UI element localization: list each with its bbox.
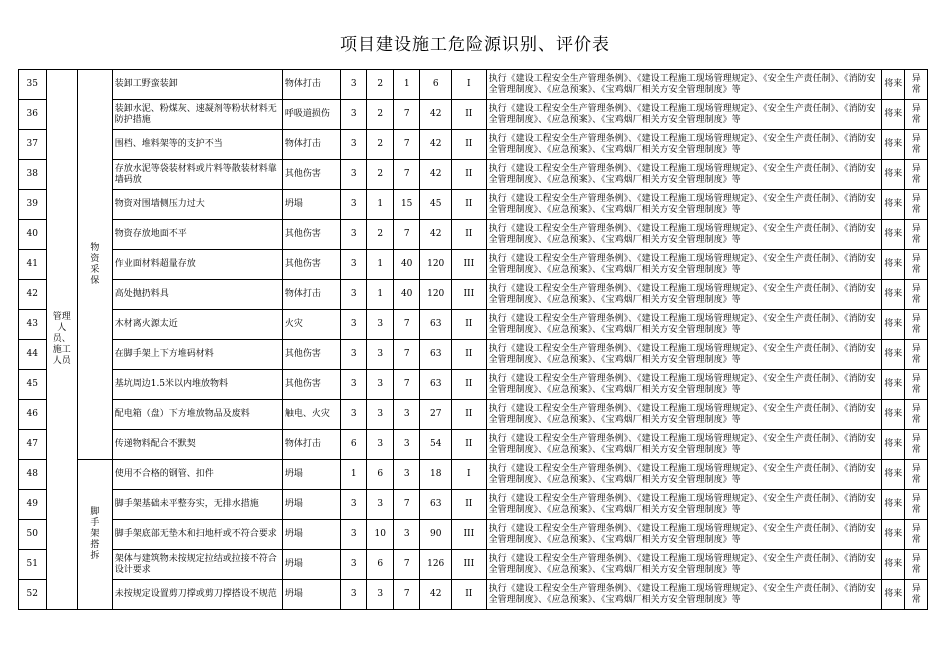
value-d-cell: 42 <box>420 130 452 160</box>
activity-cell: 装卸工野蛮装卸 <box>112 70 282 100</box>
group-1-cell <box>78 460 113 610</box>
value-d-cell: 42 <box>420 220 452 250</box>
page-title: 项目建设施工危险源识别、评价表 <box>340 35 610 55</box>
control-measure-cell: 执行《建设工程安全生产管理条例》、《建设工程施工现场管理规定》、《安全生产责任制》、《消防安全管理制度》、《应急预案》、《宝鸡烟厂相关方安全管理制度》等 <box>486 70 881 100</box>
accident-cell: 其他伤害 <box>282 160 340 190</box>
group-0-cell <box>78 70 113 460</box>
state-cell: 异常 <box>905 70 928 100</box>
row-number: 39 <box>19 190 47 220</box>
row-number: 46 <box>19 400 47 430</box>
value-e-cell: 3 <box>367 580 393 610</box>
value-c-cell: 40 <box>393 280 419 310</box>
value-c-cell: 7 <box>393 550 419 580</box>
group-char: 物 <box>90 242 100 253</box>
state-cell: 异常 <box>905 370 928 400</box>
control-measure-cell: 执行《建设工程安全生产管理条例》、《建设工程施工现场管理规定》、《安全生产责任制》、《消防安全管理制度》、《应急预案》、《宝鸡烟厂相关方安全管理制度》等 <box>486 280 881 310</box>
activity-cell: 高处抛扔料具 <box>112 280 282 310</box>
risk-level-cell: II <box>452 400 487 430</box>
value-e-cell: 3 <box>367 430 393 460</box>
value-c-cell: 15 <box>393 190 419 220</box>
value-l-cell: 3 <box>340 220 366 250</box>
group-char: 脚 <box>90 507 100 517</box>
row-number: 50 <box>19 520 47 550</box>
control-measure-cell: 执行《建设工程安全生产管理条例》、《建设工程施工现场管理规定》、《安全生产责任制》、《消防安全管理制度》、《应急预案》、《宝鸡烟厂相关方安全管理制度》等 <box>486 520 881 550</box>
tense-cell: 将来 <box>882 370 905 400</box>
tense-cell: 将来 <box>882 490 905 520</box>
value-d-cell: 63 <box>420 310 452 340</box>
table-row <box>19 520 928 550</box>
accident-cell: 物体打击 <box>282 70 340 100</box>
tense-cell: 将来 <box>882 550 905 580</box>
control-measure-cell: 执行《建设工程安全生产管理条例》、《建设工程施工现场管理规定》、《安全生产责任制》、《消防安全管理制度》、《应急预案》、《宝鸡烟厂相关方安全管理制度》等 <box>486 250 881 280</box>
table-row <box>19 460 928 490</box>
accident-cell: 物体打击 <box>282 280 340 310</box>
value-c-cell: 7 <box>393 490 419 520</box>
activity-cell: 作业面材料超量存放 <box>112 250 282 280</box>
value-l-cell: 3 <box>340 520 366 550</box>
group-char: 采 <box>90 264 100 275</box>
value-c-cell: 7 <box>393 370 419 400</box>
risk-level-cell: I <box>452 460 487 490</box>
row-number: 43 <box>19 310 47 340</box>
state-cell: 异常 <box>905 400 928 430</box>
table-row <box>19 310 928 340</box>
state-cell: 异常 <box>905 310 928 340</box>
value-d-cell: 90 <box>420 520 452 550</box>
accident-cell: 坍塌 <box>282 520 340 550</box>
activity-cell: 使用不合格的钢管、扣件 <box>112 460 282 490</box>
control-measure-cell: 执行《建设工程安全生产管理条例》、《建设工程施工现场管理规定》、《安全生产责任制》、《消防安全管理制度》、《应急预案》、《宝鸡烟厂相关方安全管理制度》等 <box>486 310 881 340</box>
accident-cell: 呼吸道损伤 <box>282 100 340 130</box>
value-e-cell: 3 <box>367 310 393 340</box>
value-l-cell: 3 <box>340 550 366 580</box>
group-char: 架 <box>90 529 100 539</box>
table-row <box>19 280 928 310</box>
group-char: 保 <box>90 275 100 286</box>
state-cell: 异常 <box>905 190 928 220</box>
activity-cell: 架体与建筑物未按规定拉结或拉接不符合设计要求 <box>112 550 282 580</box>
tense-cell: 将来 <box>882 520 905 550</box>
value-c-cell: 7 <box>393 340 419 370</box>
value-e-cell: 2 <box>367 220 393 250</box>
tense-cell: 将来 <box>882 340 905 370</box>
control-measure-cell: 执行《建设工程安全生产管理条例》、《建设工程施工现场管理规定》、《安全生产责任制》、《消防安全管理制度》、《应急预案》、《宝鸡烟厂相关方安全管理制度》等 <box>486 220 881 250</box>
risk-level-cell: II <box>452 490 487 520</box>
value-d-cell: 6 <box>420 70 452 100</box>
tense-cell: 将来 <box>882 220 905 250</box>
value-d-cell: 120 <box>420 280 452 310</box>
table-row <box>19 550 928 580</box>
control-measure-cell: 执行《建设工程安全生产管理条例》、《建设工程施工现场管理规定》、《安全生产责任制》、《消防安全管理制度》、《应急预案》、《宝鸡烟厂相关方安全管理制度》等 <box>486 130 881 160</box>
accident-cell: 火灾 <box>282 310 340 340</box>
risk-level-cell: III <box>452 280 487 310</box>
table-row <box>19 370 928 400</box>
value-c-cell: 1 <box>393 70 419 100</box>
table-row <box>19 400 928 430</box>
row-number: 40 <box>19 220 47 250</box>
value-d-cell: 54 <box>420 430 452 460</box>
value-l-cell: 1 <box>340 460 366 490</box>
table-row <box>19 340 928 370</box>
table-row <box>19 580 928 610</box>
row-number: 49 <box>19 490 47 520</box>
tense-cell: 将来 <box>882 250 905 280</box>
tense-cell: 将来 <box>882 160 905 190</box>
row-number: 42 <box>19 280 47 310</box>
state-cell: 异常 <box>905 220 928 250</box>
control-measure-cell: 执行《建设工程安全生产管理条例》、《建设工程施工现场管理规定》、《安全生产责任制》、《消防安全管理制度》、《应急预案》、《宝鸡烟厂相关方安全管理制度》等 <box>486 490 881 520</box>
risk-level-cell: III <box>452 520 487 550</box>
tense-cell: 将来 <box>882 190 905 220</box>
value-e-cell: 2 <box>367 130 393 160</box>
row-number: 36 <box>19 100 47 130</box>
activity-cell: 未按规定设置剪刀撑或剪刀撑搭设不规范 <box>112 580 282 610</box>
state-cell: 异常 <box>905 580 928 610</box>
value-l-cell: 3 <box>340 250 366 280</box>
state-cell: 异常 <box>905 130 928 160</box>
risk-level-cell: II <box>452 160 487 190</box>
activity-cell: 存放水泥等袋装材料或片料等散装材料靠墙码放 <box>112 160 282 190</box>
value-e-cell: 1 <box>367 280 393 310</box>
person-group-cell: 管理人员、施工人员 <box>46 70 78 610</box>
table-row <box>19 220 928 250</box>
table-row <box>19 490 928 520</box>
value-c-cell: 3 <box>393 400 419 430</box>
value-l-cell: 3 <box>340 340 366 370</box>
row-number: 35 <box>19 70 47 100</box>
risk-level-cell: II <box>452 580 487 610</box>
group-char: 拆 <box>90 551 100 561</box>
accident-cell: 其他伤害 <box>282 340 340 370</box>
value-c-cell: 40 <box>393 250 419 280</box>
control-measure-cell: 执行《建设工程安全生产管理条例》、《建设工程施工现场管理规定》、《安全生产责任制》、《消防安全管理制度》、《应急预案》、《宝鸡烟厂相关方安全管理制度》等 <box>486 550 881 580</box>
value-d-cell: 18 <box>420 460 452 490</box>
value-e-cell: 1 <box>367 250 393 280</box>
state-cell: 异常 <box>905 460 928 490</box>
accident-cell: 坍塌 <box>282 460 340 490</box>
state-cell: 异常 <box>905 430 928 460</box>
state-cell: 异常 <box>905 100 928 130</box>
value-c-cell: 7 <box>393 130 419 160</box>
accident-cell: 物体打击 <box>282 130 340 160</box>
activity-cell: 围档、堆料架等的支护不当 <box>112 130 282 160</box>
value-e-cell: 10 <box>367 520 393 550</box>
control-measure-cell: 执行《建设工程安全生产管理条例》、《建设工程施工现场管理规定》、《安全生产责任制》、《消防安全管理制度》、《应急预案》、《宝鸡烟厂相关方安全管理制度》等 <box>486 160 881 190</box>
accident-cell: 坍塌 <box>282 580 340 610</box>
accident-cell: 触电、火灾 <box>282 400 340 430</box>
control-measure-cell: 执行《建设工程安全生产管理条例》、《建设工程施工现场管理规定》、《安全生产责任制》、《消防安全管理制度》、《应急预案》、《宝鸡烟厂相关方安全管理制度》等 <box>486 580 881 610</box>
value-d-cell: 42 <box>420 580 452 610</box>
value-d-cell: 120 <box>420 250 452 280</box>
activity-cell: 基坑周边1.5米以内堆放物料 <box>112 370 282 400</box>
tense-cell: 将来 <box>882 70 905 100</box>
state-cell: 异常 <box>905 250 928 280</box>
activity-cell: 装卸水泥、粉煤灰、速凝剂等粉状材料无防护措施 <box>112 100 282 130</box>
accident-cell: 坍塌 <box>282 550 340 580</box>
row-number: 51 <box>19 550 47 580</box>
value-e-cell: 1 <box>367 190 393 220</box>
value-l-cell: 3 <box>340 370 366 400</box>
value-c-cell: 7 <box>393 160 419 190</box>
risk-level-cell: II <box>452 310 487 340</box>
risk-level-cell: II <box>452 220 487 250</box>
tense-cell: 将来 <box>882 130 905 160</box>
row-number: 37 <box>19 130 47 160</box>
value-l-cell: 6 <box>340 430 366 460</box>
risk-level-cell: III <box>452 250 487 280</box>
value-e-cell: 3 <box>367 370 393 400</box>
control-measure-cell: 执行《建设工程安全生产管理条例》、《建设工程施工现场管理规定》、《安全生产责任制》、《消防安全管理制度》、《应急预案》、《宝鸡烟厂相关方安全管理制度》等 <box>486 340 881 370</box>
control-measure-cell: 执行《建设工程安全生产管理条例》、《建设工程施工现场管理规定》、《安全生产责任制》、《消防安全管理制度》、《应急预案》、《宝鸡烟厂相关方安全管理制度》等 <box>486 460 881 490</box>
value-e-cell: 6 <box>367 460 393 490</box>
row-number: 45 <box>19 370 47 400</box>
risk-level-cell: II <box>452 130 487 160</box>
state-cell: 异常 <box>905 520 928 550</box>
tense-cell: 将来 <box>882 280 905 310</box>
value-d-cell: 63 <box>420 490 452 520</box>
activity-cell: 物资存放地面不平 <box>112 220 282 250</box>
risk-level-cell: III <box>452 550 487 580</box>
row-number: 38 <box>19 160 47 190</box>
value-l-cell: 3 <box>340 580 366 610</box>
table-row <box>19 160 928 190</box>
control-measure-cell: 执行《建设工程安全生产管理条例》、《建设工程施工现场管理规定》、《安全生产责任制》、《消防安全管理制度》、《应急预案》、《宝鸡烟厂相关方安全管理制度》等 <box>486 370 881 400</box>
value-c-cell: 7 <box>393 100 419 130</box>
value-c-cell: 7 <box>393 580 419 610</box>
row-number: 48 <box>19 460 47 490</box>
tense-cell: 将来 <box>882 100 905 130</box>
row-number: 52 <box>19 580 47 610</box>
group-char: 手 <box>90 518 100 528</box>
activity-cell: 在脚手架上下方堆码材料 <box>112 340 282 370</box>
hazard-table <box>18 69 928 610</box>
value-l-cell: 3 <box>340 280 366 310</box>
risk-level-cell: II <box>452 190 487 220</box>
accident-cell: 物体打击 <box>282 430 340 460</box>
value-d-cell: 27 <box>420 400 452 430</box>
value-d-cell: 42 <box>420 100 452 130</box>
risk-level-cell: II <box>452 100 487 130</box>
state-cell: 异常 <box>905 490 928 520</box>
value-e-cell: 3 <box>367 400 393 430</box>
value-e-cell: 2 <box>367 70 393 100</box>
accident-cell: 其他伤害 <box>282 250 340 280</box>
activity-cell: 脚手架底部无垫木和扫地杆或不符合要求 <box>112 520 282 550</box>
control-measure-cell: 执行《建设工程安全生产管理条例》、《建设工程施工现场管理规定》、《安全生产责任制》、《消防安全管理制度》、《应急预案》、《宝鸡烟厂相关方安全管理制度》等 <box>486 100 881 130</box>
accident-cell: 其他伤害 <box>282 370 340 400</box>
value-d-cell: 45 <box>420 190 452 220</box>
activity-cell: 物资对围墙侧压力过大 <box>112 190 282 220</box>
group-char: 搭 <box>90 540 100 550</box>
control-measure-cell: 执行《建设工程安全生产管理条例》、《建设工程施工现场管理规定》、《安全生产责任制》、《消防安全管理制度》、《应急预案》、《宝鸡烟厂相关方安全管理制度》等 <box>486 190 881 220</box>
accident-cell: 其他伤害 <box>282 220 340 250</box>
value-l-cell: 3 <box>340 130 366 160</box>
activity-cell: 配电箱（盘）下方堆放物品及废料 <box>112 400 282 430</box>
value-l-cell: 3 <box>340 310 366 340</box>
value-e-cell: 6 <box>367 550 393 580</box>
tense-cell: 将来 <box>882 460 905 490</box>
activity-cell: 木材离火源太近 <box>112 310 282 340</box>
risk-level-cell: II <box>452 340 487 370</box>
value-c-cell: 3 <box>393 430 419 460</box>
activity-cell: 脚手架基础未平整夯实，无排水措施 <box>112 490 282 520</box>
tense-cell: 将来 <box>882 430 905 460</box>
value-c-cell: 7 <box>393 220 419 250</box>
value-e-cell: 3 <box>367 490 393 520</box>
activity-cell: 传递物料配合不默契 <box>112 430 282 460</box>
row-number: 44 <box>19 340 47 370</box>
accident-cell: 坍塌 <box>282 490 340 520</box>
table-row <box>19 190 928 220</box>
risk-level-cell: I <box>452 70 487 100</box>
value-l-cell: 3 <box>340 400 366 430</box>
hazard-rows <box>19 70 928 610</box>
value-c-cell: 7 <box>393 310 419 340</box>
state-cell: 异常 <box>905 550 928 580</box>
group-char: 资 <box>90 253 100 264</box>
value-c-cell: 3 <box>393 520 419 550</box>
value-l-cell: 3 <box>340 100 366 130</box>
state-cell: 异常 <box>905 280 928 310</box>
value-l-cell: 3 <box>340 490 366 520</box>
value-c-cell: 3 <box>393 460 419 490</box>
table-row <box>19 130 928 160</box>
risk-level-cell: II <box>452 430 487 460</box>
value-d-cell: 63 <box>420 370 452 400</box>
row-number: 41 <box>19 250 47 280</box>
value-e-cell: 3 <box>367 340 393 370</box>
tense-cell: 将来 <box>882 400 905 430</box>
value-d-cell: 42 <box>420 160 452 190</box>
accident-cell: 坍塌 <box>282 190 340 220</box>
tense-cell: 将来 <box>882 310 905 340</box>
risk-level-cell: II <box>452 370 487 400</box>
value-e-cell: 2 <box>367 160 393 190</box>
control-measure-cell: 执行《建设工程安全生产管理条例》、《建设工程施工现场管理规定》、《安全生产责任制》、《消防安全管理制度》、《应急预案》、《宝鸡烟厂相关方安全管理制度》等 <box>486 430 881 460</box>
tense-cell: 将来 <box>882 580 905 610</box>
table-row <box>19 100 928 130</box>
state-cell: 异常 <box>905 340 928 370</box>
value-e-cell: 2 <box>367 100 393 130</box>
state-cell: 异常 <box>905 160 928 190</box>
table-row <box>19 430 928 460</box>
row-number: 47 <box>19 430 47 460</box>
table-row <box>19 250 928 280</box>
value-l-cell: 3 <box>340 70 366 100</box>
value-l-cell: 3 <box>340 160 366 190</box>
control-measure-cell: 执行《建设工程安全生产管理条例》、《建设工程施工现场管理规定》、《安全生产责任制》、《消防安全管理制度》、《应急预案》、《宝鸡烟厂相关方安全管理制度》等 <box>486 400 881 430</box>
table-row <box>19 70 928 100</box>
value-d-cell: 126 <box>420 550 452 580</box>
value-l-cell: 3 <box>340 190 366 220</box>
value-d-cell: 63 <box>420 340 452 370</box>
